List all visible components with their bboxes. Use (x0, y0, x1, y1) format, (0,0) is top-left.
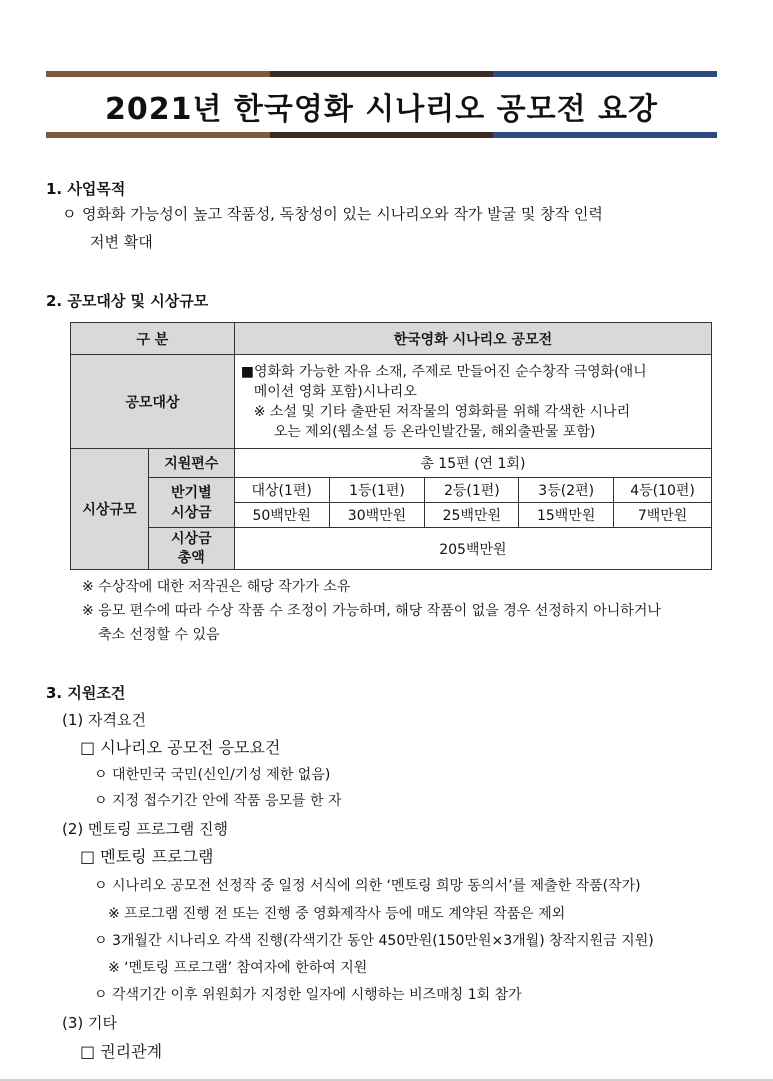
rank-cell: 대상(1편) (234, 478, 329, 503)
amount-cell: 7백만원 (614, 503, 712, 528)
rank-cell: 4등(10편) (614, 478, 712, 503)
rank-cell: 3등(2편) (519, 478, 614, 503)
note-copyright: ※ 수상작에 대한 저작권은 해당 작가가 소유 (82, 579, 351, 595)
top-color-band (46, 71, 717, 77)
bullet-mentoring-eligible: ㅇ 시나리오 공모전 선정작 중 일정 서식에 의한 ‘멘토링 희망 동의서’를 제출한 작품(작가) (94, 878, 641, 894)
target-line-2: 메이션 영화 포함)시나리오 (253, 383, 417, 400)
count-value: 총 15편 (연 1회) (234, 449, 711, 478)
row-label-prize: 반기별 시상금 (148, 478, 234, 528)
box-item-rights: □ 권리관계 (80, 1042, 163, 1061)
box-item-mentoring: □ 멘토링 프로그램 (80, 847, 214, 866)
amount-cell: 30백만원 (329, 503, 425, 528)
section-heading-conditions: 3. 지원조건 (46, 684, 126, 702)
purpose-line-1 (62, 202, 603, 226)
row-label-total: 시상금 총액 (148, 528, 234, 570)
bottom-color-band (46, 132, 717, 138)
sub-heading-other: (3) 기타 (62, 1014, 117, 1032)
target-note-2: 오는 제외(웹소설 등 온라인발간물, 해외출판물 포함) (273, 423, 596, 440)
bullet-submission: ㅇ 지정 접수기간 안에 작품 응모를 한 자 (94, 793, 342, 809)
page-title: 2021년 한국영화 시나리오 공모전 요강 (105, 92, 658, 127)
section-heading-target: 2. 공모대상 및 시상규모 (46, 292, 209, 310)
row-label-count: 지원편수 (148, 449, 234, 478)
bullet-korean-citizen: ㅇ 대한민국 국민(신인/기성 제한 없음) (94, 767, 331, 783)
contest-table (70, 322, 712, 570)
target-line-1: ■영화화 가능한 자유 소재, 주제로 만들어진 순수창작 극영화(애니 (240, 363, 647, 380)
note-adjust-1: ※ 응모 편수에 따라 수상 작품 수 조정이 가능하며, 해당 작품이 없을 경우 선정하지 아니하거나 (82, 603, 661, 619)
amount-cell: 25백만원 (425, 503, 519, 528)
note-adjust-2: 축소 선정할 수 있음 (98, 627, 220, 643)
purpose-text-1: 영화화 가능성이 높고 작품성, 독창성이 있는 시나리오와 작가 발굴 및 창작 인력 (82, 205, 603, 223)
purpose-line-2: 저변 확대 (90, 233, 153, 251)
bullet-glyph: ㅇ (62, 205, 77, 223)
note-participant-only: ※ ‘멘토링 프로그램’ 참여자에 한하여 지원 (108, 960, 368, 976)
note-mentoring-excluded: ※ 프로그램 진행 전 또는 진행 중 영화제작사 등에 매도 계약된 작품은 제외 (108, 906, 566, 922)
target-description (234, 355, 711, 449)
amount-cell: 50백만원 (234, 503, 329, 528)
row-label-scale: 시상규모 (71, 449, 149, 570)
rank-cell: 2등(1편) (425, 478, 519, 503)
amount-cell: 15백만원 (519, 503, 614, 528)
bullet-adaptation-support: ㅇ 3개월간 시나리오 각색 진행(각색기간 동안 450만원(150만원×3개월) 창작지원금 지원) (94, 933, 654, 949)
bullet-biz-matching: ㅇ 각색기간 이후 위원회가 지정한 일자에 시행하는 비즈매칭 1회 참가 (94, 987, 522, 1003)
col-header-contest: 한국영화 시나리오 공모전 (234, 323, 711, 355)
target-note-1: ※ 소설 및 기타 출판된 저작물의 영화화를 위해 각색한 시나리 (253, 403, 631, 420)
col-header-category: 구 분 (71, 323, 235, 355)
sub-heading-mentoring: (2) 멘토링 프로그램 진행 (62, 820, 228, 838)
rank-cell: 1등(1편) (329, 478, 425, 503)
square-bullet-icon: ■ (240, 363, 254, 380)
total-value: 205백만원 (234, 528, 711, 570)
sub-heading-eligibility: (1) 자격요건 (62, 711, 146, 729)
section-heading-purpose: 1. 사업목적 (46, 180, 126, 198)
box-item-requirements: □ 시나리오 공모전 응모요건 (80, 738, 281, 757)
row-label-target: 공모대상 (71, 355, 235, 449)
